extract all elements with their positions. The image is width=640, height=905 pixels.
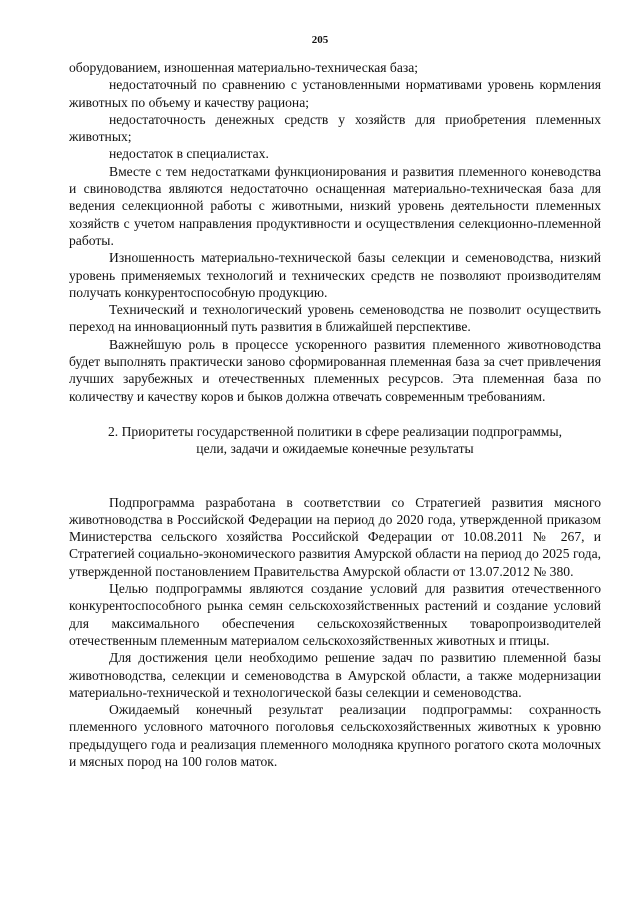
document-body bbox=[69, 59, 601, 770]
list-item-feeding: недостаточный по сравнению с установленными нормативами уровень кормления животных по объему и качеству рациона; bbox=[69, 77, 601, 110]
paragraph-continuation: оборудованием, изношенная материально-техническая база; bbox=[69, 60, 419, 75]
section-heading: 2. Приоритеты государственной политики в сфере реализации подпрограммы, цели, задачи и ожидаемые конечные результаты bbox=[107, 423, 563, 457]
paragraph-breeding-base: Важнейшую роль в процессе ускоренного развития племенного животноводства будет выполнять практически заново сформированная племенная база за счет привлечения лучших зарубежных и отечественных племенных ресурсов. Эта племенная база по количеству и качеству коров и быков должна отвечать современным требованиям. bbox=[69, 336, 601, 404]
paragraph-wear-of-base: Изношенность материально-технической базы селекции и семеноводства, низкий уровень применяемых технологий и технических средств не позволяют производителям получать конкурентоспособную продукцию. bbox=[69, 250, 601, 300]
paragraph-goal: Целью подпрограммы являются создание условий для развития отечественного конкурентоспособного рынка семян сельскохозяйственных растений и создание условий для максимального обеспечения сельскохозяйственных товаропроизводителей отечественным племенным материалом сельскохозяйственных животных и птицы. bbox=[69, 581, 601, 648]
paragraph-expected-result: Ожидаемый конечный результат реализации подпрограммы: сохранность племенного условного маточного поголовья сельскохозяйственных животных к уровню предыдущего года и реализация племенного молодняка крупного рогатого скота молочных и мясных пород на 100 голов маток. bbox=[69, 702, 601, 769]
list-item-funds: недостаточность денежных средств у хозяйств для приобретения племенных животных; bbox=[69, 111, 601, 145]
page-number: 205 bbox=[311, 34, 329, 46]
paragraph-horse-pig-breeding: Вместе с тем недостатками функционирования и развития племенного коневодства и свиноводства являются недостаточно оснащенная материально-техническая база для ведения селекционной работы с животными, низкий уровень деятельности племенных хозяйств с учетом направления продуктивности и осуществления селекционно-племенной работы. bbox=[69, 163, 601, 248]
paragraph-tasks: Для достижения цели необходимо решение задач по развитию племенной базы животноводства, селекции и семеноводства в Амурской области, а также модернизации материально-технической и технологической базы селекции и семеноводства. bbox=[69, 650, 601, 700]
paragraph-seed-technology: Технический и технологический уровень семеноводства не позволит осуществить переход на инновационный путь развития в ближайшей перспективе. bbox=[69, 302, 601, 335]
list-item-specialists: недостаток в специалистах. bbox=[109, 146, 269, 162]
paragraph-strategy: Подпрограмма разработана в соответствии со Стратегией развития мясного животноводства в Российской Федерации на период до 2020 года, утвержденной приказом Министерства сельского хозяйства Российской Федерации от 10.08.2011 № 267, и Стратегией социально-экономического развития Амурской области на период до 2025 года, утвержденной постановлением Правительства Амурской области от 13.07.2012 № 380. bbox=[69, 494, 601, 579]
